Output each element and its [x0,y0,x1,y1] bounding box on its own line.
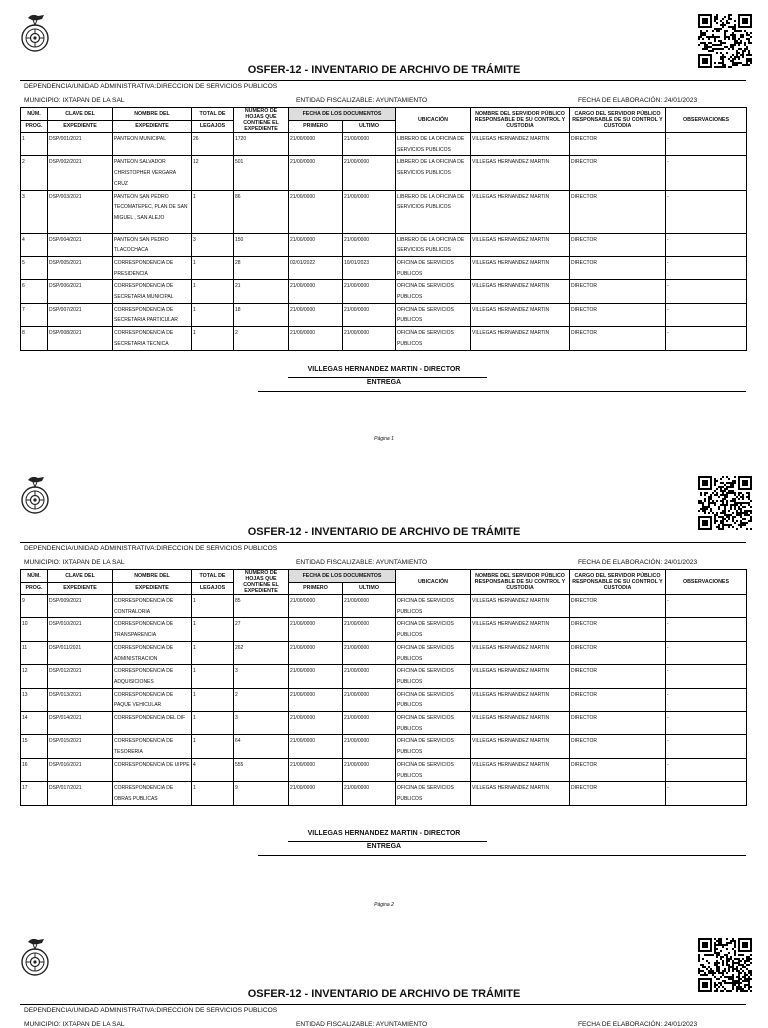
cell-servidor: VILLEGAS HERNANDEZ MARTIN [471,641,570,664]
cell-clave: DSP/009/2021 [48,595,113,618]
cell-primero: 21/00/0000 [289,327,343,350]
cell-num: 17 [21,782,48,805]
cell-ultimo: 21/00/0000 [343,665,396,688]
cell-nombre: CORRESPONDENCIA DE TESORERIA [113,735,192,758]
col-hojas: NÚMERO DE HOJAS QUE CONTIENE EL EXPEDIENTE [234,108,289,133]
dependencia-label: DEPENDENCIA/UNIDAD ADMINISTRATIVA:DIRECCION DE SERVICIOS PUBLICOS [24,1007,278,1014]
cell-nombre: PANTEON SAN PEDRO TLACOCHACA [113,233,192,256]
cell-ubicacion: OFICINA DE SERVICIOS PUBLICOS [396,782,471,805]
cell-num: 13 [21,688,48,711]
cell-hojas: 1720 [234,133,289,156]
col-nombre-sub: EXPEDIENTE [113,120,192,133]
col-cargo: CARGO DEL SERVIDOR PÚBLICO RESPONSABLE DE SU CONTROL Y CUSTODIA [570,570,666,595]
cell-ultimo: 21/00/0000 [343,618,396,641]
col-clave: CLAVE DEL [48,108,113,121]
cell-ubicacion: OFICINA DE SERVICIOS PUBLICOS [396,735,471,758]
cell-legajos: 1 [192,618,234,641]
document-title: OSFER-12 - INVENTARIO DE ARCHIVO DE TRÁMITE [247,64,521,76]
cell-primero: 21/00/0000 [289,233,343,256]
cell-servidor: VILLEGAS HERNANDEZ MARTIN [471,327,570,350]
cell-observaciones: - [666,280,747,303]
cell-hojas: 501 [234,156,289,190]
cell-cargo: DIRECTOR [570,618,666,641]
col-num-sub: PROG. [21,120,48,133]
municipio-label: MUNICIPIO: IXTAPAN DE LA SAL [24,97,125,104]
cell-observaciones: - [666,256,747,279]
cell-observaciones: - [666,688,747,711]
cell-legajos: 1 [192,190,234,233]
cell-clave: DSP/008/2021 [48,327,113,350]
title-rule [20,542,746,543]
cell-nombre: CORRESPONDENCIA DE OBRAS PUBLICAS [113,782,192,805]
cell-ubicacion: LIBRERO DE LA OFICINA DE SERVICIOS PUBLICOS [396,133,471,156]
cell-ubicacion: OFICINA DE SERVICIOS PUBLICOS [396,327,471,350]
cell-ubicacion: OFICINA DE SERVICIOS PUBLICOS [396,665,471,688]
cell-legajos: 1 [192,665,234,688]
cell-observaciones: - [666,735,747,758]
cell-hojas: 28 [234,256,289,279]
cell-ubicacion: OFICINA DE SERVICIOS PUBLICOS [396,256,471,279]
cell-ultimo: 21/00/0000 [343,280,396,303]
cell-servidor: VILLEGAS HERNANDEZ MARTIN [471,688,570,711]
cell-cargo: DIRECTOR [570,303,666,326]
cell-primero: 21/00/0000 [289,782,343,805]
cell-primero: 21/00/0000 [289,156,343,190]
cell-servidor: VILLEGAS HERNANDEZ MARTIN [471,133,570,156]
cell-hojas: 3 [234,665,289,688]
cell-ubicacion: OFICINA DE SERVICIOS PUBLICOS [396,641,471,664]
cell-ultimo: 21/00/0000 [343,735,396,758]
cell-observaciones: - [666,156,747,190]
col-observaciones: OBSERVACIONES [666,570,747,595]
cell-cargo: DIRECTOR [570,782,666,805]
cell-observaciones: - [666,233,747,256]
cell-legajos: 1 [192,712,234,735]
table-row [21,303,747,326]
qr-code [698,14,752,68]
cell-servidor: VILLEGAS HERNANDEZ MARTIN [471,303,570,326]
cell-servidor: VILLEGAS HERNANDEZ MARTIN [471,618,570,641]
cell-nombre: CORRESPONDENCIA DE ADQUISICIONES [113,665,192,688]
cell-servidor: VILLEGAS HERNANDEZ MARTIN [471,712,570,735]
table-row [21,256,747,279]
col-ultimo: ULTIMO [343,120,396,133]
municipal-logo [20,936,52,976]
signature-line [288,841,487,842]
municipio-label: MUNICIPIO: IXTAPAN DE LA SAL [24,559,125,566]
dependencia-label: DEPENDENCIA/UNIDAD ADMINISTRATIVA:DIRECCION DE SERVICIOS PUBLICOS [24,545,278,552]
cell-legajos: 1 [192,303,234,326]
cell-cargo: DIRECTOR [570,256,666,279]
fecha-elaboracion-label: FECHA DE ELABORACIÓN: 24/01/2023 [578,1021,698,1028]
cell-ubicacion: LIBRERO DE LA OFICINA DE SERVICIOS PUBLICOS [396,190,471,233]
cell-hojas: 18 [234,303,289,326]
cell-num: 9 [21,595,48,618]
col-total: TOTAL DE [192,570,234,583]
entidad-label: ENTIDAD FISCALIZABLE: AYUNTAMIENTO [296,1021,428,1028]
cell-cargo: DIRECTOR [570,133,666,156]
table-row [21,712,747,735]
cell-ultimo: 21/00/0000 [343,782,396,805]
cell-primero: 21/00/0000 [289,758,343,781]
cell-nombre: PANTEON SALVADOR CHRISTOPHER VERGARA CRUZ [113,156,192,190]
cell-cargo: DIRECTOR [570,712,666,735]
cell-hojas: 3 [234,712,289,735]
cell-cargo: DIRECTOR [570,665,666,688]
col-ubicacion: UBICACIÓN [396,570,471,595]
cell-primero: 21/00/0000 [289,303,343,326]
title-rule [20,1004,746,1005]
table-row [21,190,747,233]
cell-ultimo: 21/00/0000 [343,327,396,350]
cell-cargo: DIRECTOR [570,758,666,781]
cell-primero: 21/00/0000 [289,665,343,688]
col-total: TOTAL DE [192,108,234,121]
cell-ubicacion: LIBRERO DE LA OFICINA DE SERVICIOS PUBLICOS [396,233,471,256]
cell-observaciones: - [666,327,747,350]
cell-servidor: VILLEGAS HERNANDEZ MARTIN [471,782,570,805]
cell-clave: DSP/014/2021 [48,712,113,735]
signature-name: VILLEGAS HERNANDEZ MARTIN - DIRECTOR [307,366,461,373]
municipio-label: MUNICIPIO: IXTAPAN DE LA SAL [24,1021,125,1028]
table-row [21,327,747,350]
cell-servidor: VILLEGAS HERNANDEZ MARTIN [471,190,570,233]
cell-hojas: 27 [234,618,289,641]
cell-ultimo: 21/00/0000 [343,303,396,326]
cell-legajos: 4 [192,758,234,781]
col-num: NÚM. [21,108,48,121]
cell-ultimo: 21/00/0000 [343,133,396,156]
cell-hojas: 9 [234,782,289,805]
table-row [21,782,747,805]
cell-observaciones: - [666,190,747,233]
cell-ultimo: 21/00/0000 [343,758,396,781]
cell-ubicacion: OFICINA DE SERVICIOS PUBLICOS [396,303,471,326]
cell-nombre: CORRESPONDENCIA DE TRANSPARENCIA [113,618,192,641]
cell-num: 11 [21,641,48,664]
cell-num: 5 [21,256,48,279]
col-hojas: NÚMERO DE HOJAS QUE CONTIENE EL EXPEDIENTE [234,570,289,595]
cell-legajos: 1 [192,256,234,279]
cell-clave: DSP/001/2021 [48,133,113,156]
cell-primero: 21/00/0000 [289,595,343,618]
table-row [21,641,747,664]
cell-nombre: CORRESPONDENCIA DE SECRETARIA MUNICIPAL [113,280,192,303]
cell-hojas: 2 [234,327,289,350]
cell-observaciones: - [666,303,747,326]
cell-hojas: 86 [234,190,289,233]
table-row [21,618,747,641]
signature-role: ENTREGA [366,843,402,850]
cell-ultimo: 21/00/0000 [343,641,396,664]
cell-ultimo: 21/00/0000 [343,712,396,735]
col-total-sub: LEGAJOS [192,582,234,595]
cell-num: 10 [21,618,48,641]
entidad-label: ENTIDAD FISCALIZABLE: AYUNTAMIENTO [296,97,428,104]
cell-cargo: DIRECTOR [570,595,666,618]
entidad-label: ENTIDAD FISCALIZABLE: AYUNTAMIENTO [296,559,428,566]
col-nombre: NOMBRE DEL [113,570,192,583]
table-row [21,665,747,688]
cell-ubicacion: OFICINA DE SERVICIOS PUBLICOS [396,618,471,641]
cell-primero: 21/00/0000 [289,688,343,711]
cell-clave: DSP/002/2021 [48,156,113,190]
cell-legajos: 12 [192,156,234,190]
cell-num: 12 [21,665,48,688]
cell-clave: DSP/010/2021 [48,618,113,641]
cell-cargo: DIRECTOR [570,156,666,190]
cell-num: 1 [21,133,48,156]
cell-ultimo: 21/00/0000 [343,190,396,233]
cell-legajos: 1 [192,280,234,303]
cell-legajos: 1 [192,782,234,805]
col-servidor: NOMBRE DEL SERVIDOR PÚBLICO RESPONSABLE DE SU CONTROL Y CUSTODIA [471,570,570,595]
cell-hojas: 85 [234,595,289,618]
cell-nombre: CORRESPONDENCIA DE PRESIDENCIA [113,256,192,279]
cell-nombre: CORRESPONDENCIA DE SECRETARIA TECNICA [113,327,192,350]
cell-nombre: CORRESPONDENCIA DE UIPPE [113,758,192,781]
col-cargo: CARGO DEL SERVIDOR PÚBLICO RESPONSABLE DE SU CONTROL Y CUSTODIA [570,108,666,133]
table-row [21,595,747,618]
cell-primero: 21/00/0000 [289,641,343,664]
fecha-elaboracion-label: FECHA DE ELABORACIÓN: 24/01/2023 [578,559,698,566]
cell-ubicacion: LIBRERO DE LA OFICINA DE SERVICIOS PUBLICOS [396,156,471,190]
col-fecha: FECHA DE LOS DOCUMENTOS [289,108,396,121]
cell-num: 15 [21,735,48,758]
cell-nombre: CORRESPONDENCIA DE SECRETARIA PARTICULAR [113,303,192,326]
cell-ultimo: 21/00/0000 [343,233,396,256]
table-header [21,108,747,133]
cell-num: 8 [21,327,48,350]
table-row [21,156,747,190]
cell-hojas: 555 [234,758,289,781]
cell-clave: DSP/013/2021 [48,688,113,711]
cell-ultimo: 21/00/0000 [343,595,396,618]
cell-ultimo: 10/01/2023 [343,256,396,279]
cell-primero: 02/01/2022 [289,256,343,279]
table-row [21,688,747,711]
cell-legajos: 1 [192,688,234,711]
cell-ubicacion: OFICINA DE SERVICIOS PUBLICOS [396,712,471,735]
page-number: Página 1 [374,436,394,442]
inventory-table [20,569,747,806]
cell-servidor: VILLEGAS HERNANDEZ MARTIN [471,156,570,190]
cell-nombre: PANTEON SAN PEDRO TECOMATEPEC, PLAN DE SAN MIGUEL , SAN ALEJO [113,190,192,233]
col-servidor: NOMBRE DEL SERVIDOR PÚBLICO RESPONSABLE DE SU CONTROL Y CUSTODIA [471,108,570,133]
cell-primero: 21/00/0000 [289,190,343,233]
qr-code [698,476,752,530]
cell-servidor: VILLEGAS HERNANDEZ MARTIN [471,665,570,688]
col-nombre: NOMBRE DEL [113,108,192,121]
cell-nombre: CORRESPONDENCIA DEL DIF [113,712,192,735]
cell-cargo: DIRECTOR [570,688,666,711]
document-title: OSFER-12 - INVENTARIO DE ARCHIVO DE TRÁMITE [247,526,521,538]
cell-legajos: 1 [192,641,234,664]
cell-servidor: VILLEGAS HERNANDEZ MARTIN [471,256,570,279]
cell-num: 14 [21,712,48,735]
cell-num: 3 [21,190,48,233]
cell-num: 4 [21,233,48,256]
cell-num: 2 [21,156,48,190]
cell-cargo: DIRECTOR [570,280,666,303]
cell-ultimo: 21/00/0000 [343,156,396,190]
cell-hojas: 262 [234,641,289,664]
page-number: Página 2 [374,902,394,908]
col-nombre-sub: EXPEDIENTE [113,582,192,595]
cell-clave: DSP/006/2021 [48,280,113,303]
col-num: NÚM. [21,570,48,583]
inventory-table [20,107,747,351]
cell-ultimo: 21/00/0000 [343,688,396,711]
cell-num: 6 [21,280,48,303]
col-primero: PRIMERO [289,582,343,595]
col-ultimo: ULTIMO [343,582,396,595]
cell-observaciones: - [666,712,747,735]
cell-servidor: VILLEGAS HERNANDEZ MARTIN [471,280,570,303]
cell-cargo: DIRECTOR [570,233,666,256]
table-row [21,233,747,256]
col-clave: CLAVE DEL [48,570,113,583]
cell-hojas: 2 [234,688,289,711]
cell-observaciones: - [666,133,747,156]
signature-role: ENTREGA [366,379,402,386]
cell-clave: DSP/012/2021 [48,665,113,688]
cell-cargo: DIRECTOR [570,190,666,233]
cell-hojas: 64 [234,735,289,758]
title-rule [20,80,746,81]
table-row [21,133,747,156]
cell-nombre: CORRESPONDENCIA DE CONTRALORIA [113,595,192,618]
cell-num: 7 [21,303,48,326]
cell-cargo: DIRECTOR [570,735,666,758]
document-title: OSFER-12 - INVENTARIO DE ARCHIVO DE TRÁMITE [247,988,521,1000]
qr-code [698,938,752,992]
cell-observaciones: - [666,665,747,688]
signature-name: VILLEGAS HERNANDEZ MARTIN - DIRECTOR [307,830,461,837]
cell-nombre: CORRESPONDENCIA DE PAQUE VEHICULAR [113,688,192,711]
cell-observaciones: - [666,758,747,781]
cell-hojas: 21 [234,280,289,303]
cell-servidor: VILLEGAS HERNANDEZ MARTIN [471,758,570,781]
cell-primero: 21/00/0000 [289,735,343,758]
col-observaciones: OBSERVACIONES [666,108,747,133]
col-total-sub: LEGAJOS [192,120,234,133]
cell-cargo: DIRECTOR [570,327,666,350]
cell-legajos: 3 [192,233,234,256]
table-header [21,570,747,595]
cell-num: 16 [21,758,48,781]
cell-ubicacion: OFICINA DE SERVICIOS PUBLICOS [396,688,471,711]
cell-observaciones: - [666,782,747,805]
cell-servidor: VILLEGAS HERNANDEZ MARTIN [471,233,570,256]
cell-hojas: 150 [234,233,289,256]
cell-cargo: DIRECTOR [570,641,666,664]
table-row [21,758,747,781]
signature-line [288,377,487,378]
cell-ubicacion: OFICINA DE SERVICIOS PUBLICOS [396,280,471,303]
cell-legajos: 1 [192,735,234,758]
cell-legajos: 26 [192,133,234,156]
cell-legajos: 1 [192,595,234,618]
entrega-line [258,391,746,392]
cell-ubicacion: OFICINA DE SERVICIOS PUBLICOS [396,595,471,618]
table-row [21,280,747,303]
fecha-elaboracion-label: FECHA DE ELABORACIÓN: 24/01/2023 [578,97,698,104]
col-primero: PRIMERO [289,120,343,133]
cell-clave: DSP/016/2021 [48,758,113,781]
cell-observaciones: - [666,595,747,618]
col-ubicacion: UBICACIÓN [396,108,471,133]
cell-observaciones: - [666,618,747,641]
cell-clave: DSP/007/2021 [48,303,113,326]
cell-servidor: VILLEGAS HERNANDEZ MARTIN [471,735,570,758]
cell-clave: DSP/005/2021 [48,256,113,279]
cell-clave: DSP/011/2021 [48,641,113,664]
table-row [21,735,747,758]
municipal-logo [20,12,52,52]
cell-observaciones: - [666,641,747,664]
col-fecha: FECHA DE LOS DOCUMENTOS [289,570,396,583]
cell-clave: DSP/015/2021 [48,735,113,758]
cell-clave: DSP/003/2021 [48,190,113,233]
cell-primero: 21/00/0000 [289,280,343,303]
cell-nombre: CORRESPONDENCIA DE ADMINISTRACION [113,641,192,664]
entrega-line [258,855,746,856]
municipal-logo [20,474,52,514]
cell-servidor: VILLEGAS HERNANDEZ MARTIN [471,595,570,618]
cell-nombre: PANTEON MUNICIPAL [113,133,192,156]
cell-primero: 21/00/0000 [289,712,343,735]
col-num-sub: PROG. [21,582,48,595]
col-clave-sub: EXPEDIENTE [48,582,113,595]
cell-primero: 21/00/0000 [289,618,343,641]
cell-clave: DSP/004/2021 [48,233,113,256]
cell-clave: DSP/017/2021 [48,782,113,805]
cell-ubicacion: OFICINA DE SERVICIOS PUBLICOS [396,758,471,781]
cell-legajos: 1 [192,327,234,350]
col-clave-sub: EXPEDIENTE [48,120,113,133]
cell-primero: 21/00/0000 [289,133,343,156]
dependencia-label: DEPENDENCIA/UNIDAD ADMINISTRATIVA:DIRECCION DE SERVICIOS PUBLICOS [24,83,278,90]
